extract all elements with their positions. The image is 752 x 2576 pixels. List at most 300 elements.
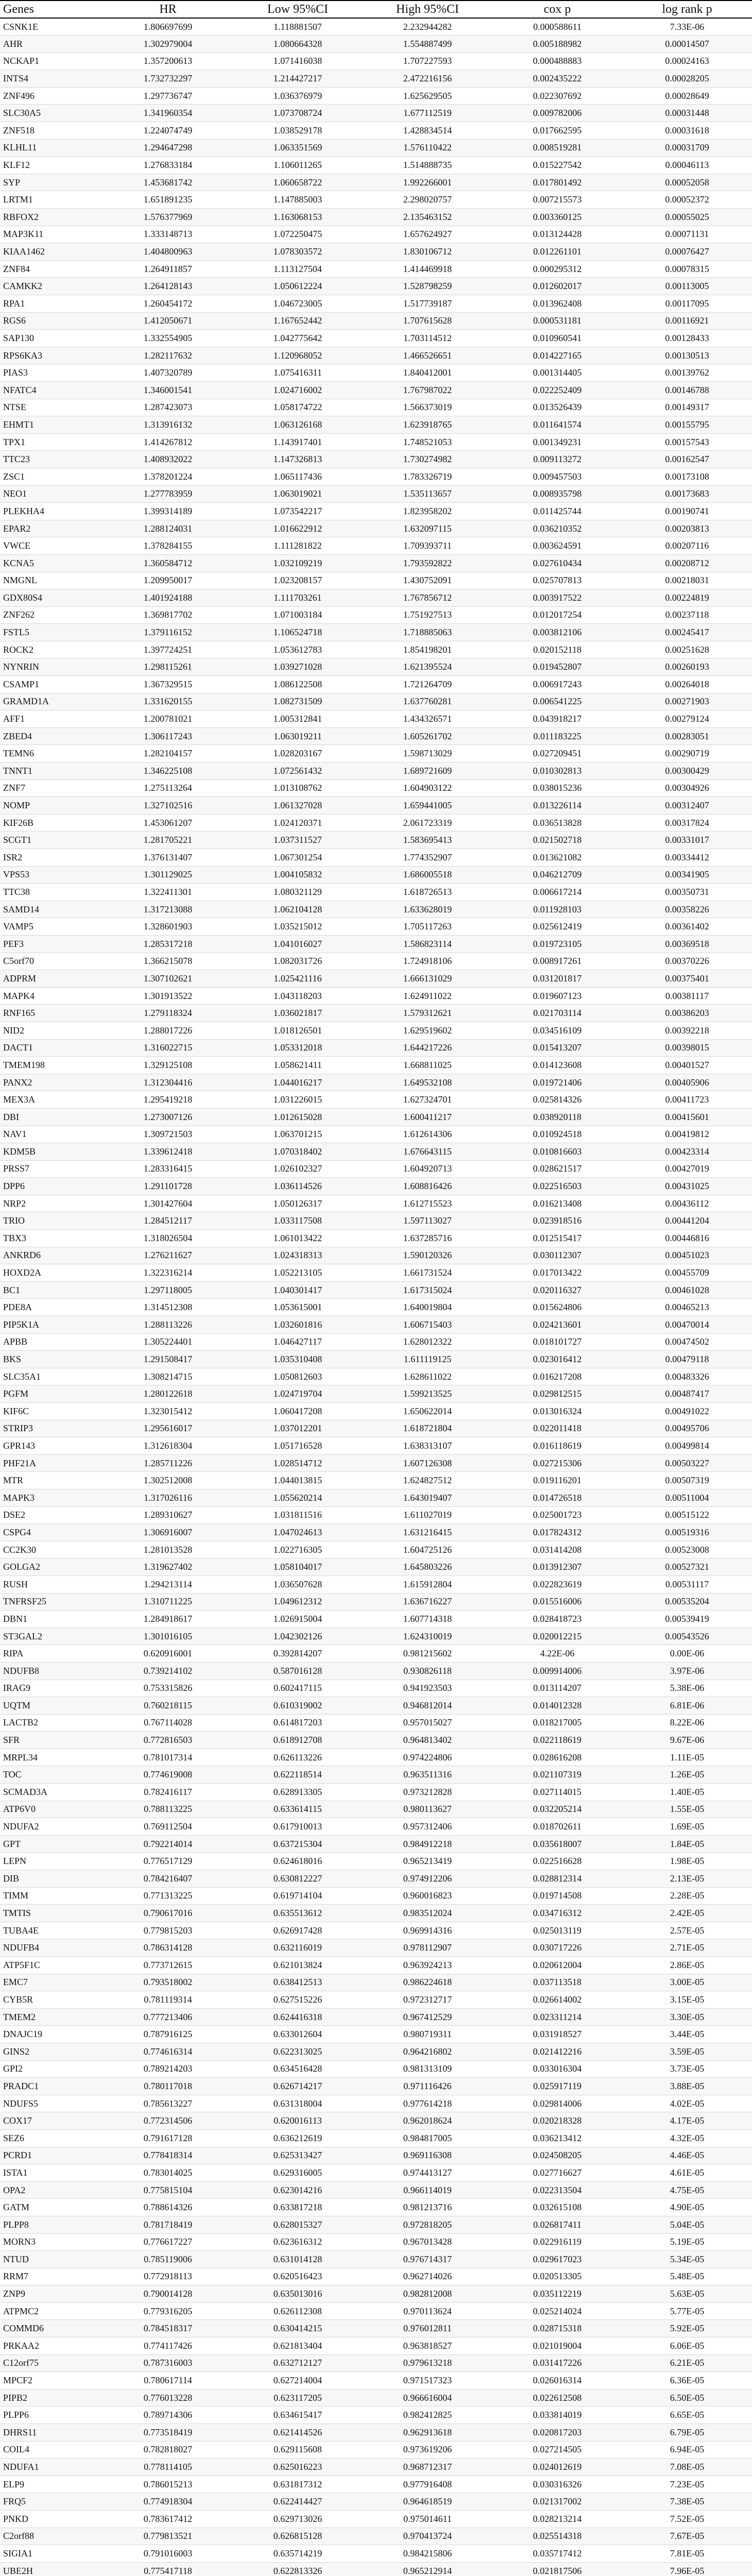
hr-cell: 1.341960354 <box>103 105 233 122</box>
log-rank-p-cell: 0.00031618 <box>622 122 752 140</box>
log-rank-p-cell: 0.00436112 <box>622 1195 752 1212</box>
low-ci-cell: 0.614817203 <box>233 1714 363 1732</box>
low-ci-cell: 1.023208157 <box>233 572 363 589</box>
high-ci-cell: 1.668811025 <box>363 1057 492 1074</box>
table-row <box>0 693 752 710</box>
low-ci-cell: 1.037012201 <box>233 1420 363 1437</box>
hr-cell: 1.288124031 <box>103 520 233 537</box>
gene-name-cell: TUBA4E <box>0 1922 103 1939</box>
cox-p-cell: 0.029617023 <box>492 2251 622 2268</box>
high-ci-cell: 1.709393711 <box>363 537 492 555</box>
table-body <box>0 18 752 2576</box>
table-row <box>0 226 752 243</box>
high-ci-cell: 0.971116426 <box>363 2078 492 2095</box>
table-row <box>0 1905 752 1922</box>
low-ci-cell: 1.037311527 <box>233 832 363 849</box>
gene-name-cell: ST3GAL2 <box>0 1628 103 1645</box>
cox-p-cell: 0.026817411 <box>492 2216 622 2233</box>
table-row <box>0 1178 752 1195</box>
low-ci-cell: 1.046723005 <box>233 295 363 313</box>
hr-cell: 1.312618304 <box>103 1437 233 1455</box>
gene-name-cell: NTUD <box>0 2251 103 2268</box>
gene-name-cell: PEF3 <box>0 935 103 953</box>
cox-p-cell: 0.022823619 <box>492 1575 622 1593</box>
high-ci-cell: 1.627324701 <box>363 1091 492 1109</box>
table-header <box>0 1 752 18</box>
gene-name-cell: RUSH <box>0 1575 103 1593</box>
gene-name-cell: EMC7 <box>0 1974 103 1991</box>
low-ci-cell: 1.036021817 <box>233 1005 363 1022</box>
low-ci-cell: 0.623014216 <box>233 2181 363 2199</box>
hr-cell: 1.306117243 <box>103 727 233 745</box>
high-ci-cell: 0.966616004 <box>363 2389 492 2406</box>
high-ci-cell: 0.984215806 <box>363 2545 492 2563</box>
gene-name-cell: SCGT1 <box>0 832 103 849</box>
hr-cell: 0.786015213 <box>103 2476 233 2493</box>
high-ci-cell: 0.972312717 <box>363 1991 492 2009</box>
high-ci-cell: 0.960016823 <box>363 1887 492 1905</box>
low-ci-cell: 0.633614115 <box>233 1801 363 1818</box>
cox-p-cell: 0.012602017 <box>492 278 622 295</box>
log-rank-p-cell: 0.00237118 <box>622 606 752 624</box>
cox-p-cell: 0.002435222 <box>492 70 622 88</box>
log-rank-p-cell: 4.46E-05 <box>622 2147 752 2164</box>
hr-cell: 0.776013228 <box>103 2389 233 2406</box>
hr-cell: 1.295616017 <box>103 1420 233 1437</box>
cox-p-cell: 0.038920118 <box>492 1108 622 1126</box>
gene-name-cell: NAV1 <box>0 1126 103 1143</box>
hr-cell: 0.760218115 <box>103 1697 233 1715</box>
gene-name-cell: KLHL11 <box>0 139 103 157</box>
cox-p-cell: 0.015227542 <box>492 157 622 174</box>
low-ci-cell: 0.629713026 <box>233 2511 363 2528</box>
table-row <box>0 2511 752 2528</box>
cox-p-cell: 0.019721406 <box>492 1074 622 1091</box>
log-rank-p-cell: 0.00046113 <box>622 157 752 174</box>
table-row <box>0 1835 752 1853</box>
log-rank-p-cell: 0.00479118 <box>622 1351 752 1368</box>
log-rank-p-cell: 0.00523008 <box>622 1541 752 1558</box>
log-rank-p-cell: 0.00139762 <box>622 364 752 382</box>
table-row <box>0 572 752 589</box>
log-rank-p-cell: 1.40E-05 <box>622 1784 752 1801</box>
log-rank-p-cell: 0.00405906 <box>622 1074 752 1091</box>
high-ci-cell: 0.973619206 <box>363 2441 492 2459</box>
hr-cell: 1.288113226 <box>103 1316 233 1334</box>
table-row <box>0 2389 752 2406</box>
log-rank-p-cell: 7.96E-05 <box>622 2562 752 2576</box>
gene-name-cell: NDUFS5 <box>0 2095 103 2112</box>
gene-name-cell: TMEM2 <box>0 2008 103 2026</box>
high-ci-cell: 1.612715523 <box>363 1195 492 1212</box>
gene-name-cell: DBI <box>0 1108 103 1126</box>
high-ci-cell: 1.466526651 <box>363 347 492 364</box>
log-rank-p-cell: 1.84E-05 <box>622 1835 752 1853</box>
high-ci-cell: 1.666131029 <box>363 970 492 988</box>
high-ci-cell: 0.964216802 <box>363 2043 492 2060</box>
log-rank-p-cell: 4.75E-05 <box>622 2181 752 2199</box>
high-ci-cell: 1.636716227 <box>363 1593 492 1611</box>
low-ci-cell: 0.622813326 <box>233 2562 363 2576</box>
table-row <box>0 953 752 970</box>
low-ci-cell: 1.061327028 <box>233 797 363 815</box>
hr-cell: 1.319627402 <box>103 1558 233 1576</box>
cox-p-cell: 0.036513828 <box>492 814 622 832</box>
low-ci-cell: 1.080321129 <box>233 884 363 901</box>
log-rank-p-cell: 5.48E-05 <box>622 2268 752 2285</box>
table-row <box>0 2043 752 2060</box>
hr-cell: 0.774918304 <box>103 2493 233 2511</box>
low-ci-cell: 1.111281822 <box>233 537 363 555</box>
table-row <box>0 1074 752 1091</box>
table-row <box>0 1057 752 1074</box>
hr-cell: 1.276211627 <box>103 1247 233 1264</box>
hr-cell: 0.789214203 <box>103 2060 233 2078</box>
gene-name-cell: SLC30A5 <box>0 105 103 122</box>
log-rank-p-cell: 2.71E-05 <box>622 1939 752 1957</box>
cox-p-cell: 0.035717412 <box>492 2545 622 2563</box>
high-ci-cell: 0.962913618 <box>363 2424 492 2442</box>
high-ci-cell: 1.618721804 <box>363 1420 492 1437</box>
high-ci-cell: 0.976714317 <box>363 2251 492 2268</box>
hr-cell: 1.294213114 <box>103 1575 233 1593</box>
gene-name-cell: KDM5B <box>0 1143 103 1161</box>
gene-name-cell: ISTA1 <box>0 2164 103 2182</box>
header-row <box>0 1 752 18</box>
hr-cell: 1.323015412 <box>103 1403 233 1420</box>
hr-cell: 1.309721503 <box>103 1126 233 1143</box>
high-ci-cell: 1.631216415 <box>363 1524 492 1541</box>
hr-cell: 1.408932022 <box>103 451 233 468</box>
high-ci-cell: 1.517739187 <box>363 295 492 313</box>
log-rank-p-cell: 7.33E-06 <box>622 18 752 36</box>
low-ci-cell: 1.120968052 <box>233 347 363 364</box>
table-row <box>0 174 752 191</box>
gene-name-cell: CC2K30 <box>0 1541 103 1558</box>
log-rank-p-cell: 0.00224819 <box>622 589 752 607</box>
high-ci-cell: 1.707227593 <box>363 53 492 70</box>
log-rank-p-cell: 0.00279124 <box>622 710 752 728</box>
table-row <box>0 2078 752 2095</box>
table-row <box>0 347 752 364</box>
low-ci-cell: 1.118881507 <box>233 18 363 36</box>
log-rank-p-cell: 0.00207116 <box>622 537 752 555</box>
gene-name-cell: NDUFA1 <box>0 2459 103 2476</box>
hr-cell: 1.306916007 <box>103 1524 233 1541</box>
high-ci-cell: 1.600411217 <box>363 1108 492 1126</box>
gene-name-cell: PRSS7 <box>0 1160 103 1178</box>
table-row <box>0 1126 752 1143</box>
cox-p-cell: 0.015413207 <box>492 1039 622 1057</box>
cox-p-cell: 0.038015236 <box>492 779 622 797</box>
high-ci-cell: 0.969914316 <box>363 1922 492 1939</box>
cox-p-cell: 0.032205214 <box>492 1801 622 1818</box>
low-ci-cell: 0.623117205 <box>233 2389 363 2406</box>
hr-cell: 1.297736747 <box>103 87 233 105</box>
gene-name-cell: HOXD2A <box>0 1264 103 1282</box>
gene-name-cell: NDUFB8 <box>0 1662 103 1680</box>
cox-p-cell: 0.020152118 <box>492 641 622 658</box>
gene-name-cell: ISR2 <box>0 849 103 867</box>
hr-cell: 1.200781021 <box>103 710 233 728</box>
gene-name-cell: FSTL5 <box>0 624 103 641</box>
high-ci-cell: 1.598713029 <box>363 745 492 762</box>
low-ci-cell: 1.086122508 <box>233 676 363 693</box>
low-ci-cell: 1.067301254 <box>233 849 363 867</box>
table-row <box>0 1766 752 1784</box>
hr-cell: 0.782416117 <box>103 1784 233 1801</box>
gene-name-cell: ANKRD6 <box>0 1247 103 1264</box>
log-rank-p-cell: 4.17E-05 <box>622 2112 752 2130</box>
high-ci-cell: 1.676643115 <box>363 1143 492 1161</box>
log-rank-p-cell: 7.52E-05 <box>622 2511 752 2528</box>
cox-p-cell: 0.003812106 <box>492 624 622 641</box>
hr-cell: 0.774619008 <box>103 1766 233 1784</box>
table-row <box>0 503 752 520</box>
high-ci-cell: 0.963818527 <box>363 2337 492 2355</box>
cox-p-cell: 0.003917522 <box>492 589 622 607</box>
gene-name-cell: GDX80S4 <box>0 589 103 607</box>
low-ci-cell: 0.620516423 <box>233 2268 363 2285</box>
table-row <box>0 901 752 918</box>
high-ci-cell: 1.624827512 <box>363 1472 492 1489</box>
log-rank-p-cell: 0.00431025 <box>622 1178 752 1195</box>
hr-cell: 0.753315826 <box>103 1680 233 1697</box>
log-rank-p-cell: 0.00146788 <box>622 381 752 399</box>
high-ci-cell: 0.974912206 <box>363 1870 492 1888</box>
hr-cell: 1.331620155 <box>103 693 233 710</box>
cox-p-cell: 0.007215573 <box>492 191 622 209</box>
table-row <box>0 1005 752 1022</box>
cox-p-cell: 0.029814006 <box>492 2095 622 2112</box>
table-row <box>0 399 752 416</box>
high-ci-cell: 1.607126308 <box>363 1454 492 1472</box>
low-ci-cell: 1.058174722 <box>233 399 363 416</box>
high-ci-cell: 0.982812008 <box>363 2285 492 2303</box>
gene-name-cell: KIF6C <box>0 1403 103 1420</box>
cox-p-cell: 0.025612419 <box>492 918 622 936</box>
table-row <box>0 1680 752 1697</box>
log-rank-p-cell: 0.00290719 <box>622 745 752 762</box>
gene-name-cell: C5orf70 <box>0 953 103 970</box>
gene-name-cell: PIPB2 <box>0 2389 103 2406</box>
cox-p-cell: 0.010924518 <box>492 1126 622 1143</box>
cox-p-cell: 0.000588611 <box>492 18 622 36</box>
gene-name-cell: ATP5F1C <box>0 1957 103 1974</box>
high-ci-cell: 0.983512024 <box>363 1905 492 1922</box>
cox-p-cell: 0.028616208 <box>492 1749 622 1766</box>
log-rank-p-cell: 8.22E-06 <box>622 1714 752 1732</box>
gene-name-cell: PLPP8 <box>0 2216 103 2233</box>
log-rank-p-cell: 0.00381117 <box>622 987 752 1005</box>
gene-name-cell: ATPMC2 <box>0 2302 103 2320</box>
cox-p-cell: 0.012261101 <box>492 243 622 261</box>
table-row <box>0 1472 752 1489</box>
gene-name-cell: RGS6 <box>0 312 103 330</box>
high-ci-cell: 2.472216156 <box>363 70 492 88</box>
low-ci-cell: 0.634615417 <box>233 2406 363 2424</box>
hr-cell: 0.781718419 <box>103 2216 233 2233</box>
low-ci-cell: 1.055620214 <box>233 1489 363 1506</box>
gene-name-cell: DIB <box>0 1870 103 1888</box>
log-rank-p-cell: 0.00117095 <box>622 295 752 313</box>
hr-cell: 1.302979004 <box>103 36 233 53</box>
hr-cell: 0.778114105 <box>103 2459 233 2476</box>
high-ci-cell: 0.964618519 <box>363 2493 492 2511</box>
high-ci-cell: 1.650622014 <box>363 1403 492 1420</box>
high-ci-cell: 1.624911022 <box>363 987 492 1005</box>
low-ci-cell: 0.635013016 <box>233 2285 363 2303</box>
high-ci-cell: 1.659441005 <box>363 797 492 815</box>
hr-cell: 0.785613227 <box>103 2095 233 2112</box>
table-row <box>0 278 752 295</box>
cox-p-cell: 0.034716312 <box>492 1905 622 1922</box>
hr-cell: 0.769112504 <box>103 1818 233 1836</box>
table-row <box>0 381 752 399</box>
high-ci-cell: 1.604903122 <box>363 779 492 797</box>
table-row <box>0 2372 752 2389</box>
hr-cell: 1.378284155 <box>103 537 233 555</box>
table-row <box>0 2199 752 2216</box>
gene-name-cell: GPI2 <box>0 2060 103 2078</box>
high-ci-cell: 0.966114019 <box>363 2181 492 2199</box>
high-ci-cell: 0.973212828 <box>363 1784 492 1801</box>
cox-p-cell: 0.005188982 <box>492 36 622 53</box>
high-ci-cell: 1.637285716 <box>363 1230 492 1247</box>
gene-name-cell: CSPG4 <box>0 1524 103 1541</box>
high-ci-cell: 1.624310019 <box>363 1628 492 1645</box>
table-row <box>0 1143 752 1161</box>
hr-cell: 0.773712615 <box>103 1957 233 1974</box>
high-ci-cell: 0.962714026 <box>363 2268 492 2285</box>
high-ci-cell: 0.986224618 <box>363 1974 492 1991</box>
log-rank-p-cell: 7.23E-05 <box>622 2476 752 2493</box>
gene-name-cell: KCNA5 <box>0 554 103 572</box>
gene-name-cell: ZSC1 <box>0 468 103 485</box>
gene-name-cell: PNKD <box>0 2511 103 2528</box>
table-row <box>0 1974 752 1991</box>
table-row <box>0 589 752 607</box>
gene-name-cell: TRIO <box>0 1212 103 1230</box>
table-row <box>0 1628 752 1645</box>
gene-name-cell: UQTM <box>0 1697 103 1715</box>
low-ci-cell: 1.147326813 <box>233 451 363 468</box>
high-ci-cell: 0.971517323 <box>363 2372 492 2389</box>
low-ci-cell: 0.622414427 <box>233 2493 363 2511</box>
gene-name-cell: COIL4 <box>0 2441 103 2459</box>
low-ci-cell: 0.626714217 <box>233 2078 363 2095</box>
low-ci-cell: 1.016622912 <box>233 520 363 537</box>
log-rank-p-cell: 0.00441204 <box>622 1212 752 1230</box>
cox-p-cell: 0.013114207 <box>492 1680 622 1697</box>
low-ci-cell: 1.042302126 <box>233 1628 363 1645</box>
hr-cell: 0.779815203 <box>103 1922 233 1939</box>
log-rank-p-cell: 0.00334412 <box>622 849 752 867</box>
hr-cell: 1.301016105 <box>103 1628 233 1645</box>
hr-cell: 1.367329515 <box>103 676 233 693</box>
hr-cell: 1.276833184 <box>103 157 233 174</box>
hr-cell: 1.284918617 <box>103 1611 233 1628</box>
log-rank-p-cell: 1.55E-05 <box>622 1801 752 1818</box>
cox-p-cell: 0.014726518 <box>492 1489 622 1506</box>
high-ci-cell: 1.430752091 <box>363 572 492 589</box>
log-rank-p-cell: 0.00511004 <box>622 1489 752 1506</box>
gene-name-cell: GRAMD1A <box>0 693 103 710</box>
gene-name-cell: GATM <box>0 2199 103 2216</box>
low-ci-cell: 1.063019021 <box>233 485 363 503</box>
log-rank-p-cell: 0.00495706 <box>622 1420 752 1437</box>
log-rank-p-cell: 3.59E-05 <box>622 2043 752 2060</box>
log-rank-p-cell: 0.00317824 <box>622 814 752 832</box>
table-row <box>0 1108 752 1126</box>
table-row <box>0 814 752 832</box>
low-ci-cell: 1.053312018 <box>233 1039 363 1057</box>
hr-cell: 1.453061207 <box>103 814 233 832</box>
cox-p-cell: 0.021817506 <box>492 2562 622 2576</box>
cox-p-cell: 0.025013119 <box>492 1922 622 1939</box>
gene-name-cell: OPA2 <box>0 2181 103 2199</box>
hr-cell: 1.260454172 <box>103 295 233 313</box>
low-ci-cell: 1.111703261 <box>233 589 363 607</box>
table-row <box>0 1939 752 1957</box>
table-row <box>0 1853 752 1870</box>
high-ci-cell: 0.967412529 <box>363 2008 492 2026</box>
cox-p-cell: 0.030316326 <box>492 2476 622 2493</box>
table-row <box>0 105 752 122</box>
high-ci-cell: 1.840412001 <box>363 364 492 382</box>
column-header-hr: HR <box>103 1 233 18</box>
cox-p-cell: 0.025001723 <box>492 1506 622 1524</box>
hr-cell: 1.397724251 <box>103 641 233 658</box>
high-ci-cell: 1.428834514 <box>363 122 492 140</box>
high-ci-cell: 2.298020757 <box>363 191 492 209</box>
log-rank-p-cell: 0.00E-06 <box>622 1645 752 1663</box>
low-ci-cell: 1.026915004 <box>233 1611 363 1628</box>
low-ci-cell: 1.063126168 <box>233 416 363 434</box>
low-ci-cell: 0.392814207 <box>233 1645 363 1663</box>
cox-p-cell: 0.008519281 <box>492 139 622 157</box>
hr-cell: 1.407320789 <box>103 364 233 382</box>
log-rank-p-cell: 0.00271903 <box>622 693 752 710</box>
hr-cell: 1.295419218 <box>103 1091 233 1109</box>
log-rank-p-cell: 0.00028649 <box>622 87 752 105</box>
table-row <box>0 2112 752 2130</box>
low-ci-cell: 0.628913305 <box>233 1784 363 1801</box>
table-row <box>0 1575 752 1593</box>
table-row <box>0 1887 752 1905</box>
hr-cell: 1.576377969 <box>103 209 233 226</box>
low-ci-cell: 1.004105832 <box>233 866 363 884</box>
cox-p-cell: 0.001314405 <box>492 364 622 382</box>
low-ci-cell: 1.053612783 <box>233 641 363 658</box>
high-ci-cell: 1.629519602 <box>363 1022 492 1039</box>
log-rank-p-cell: 0.00149317 <box>622 399 752 416</box>
gene-name-cell: LACTB2 <box>0 1714 103 1732</box>
cox-p-cell: 0.013526439 <box>492 399 622 416</box>
table-row <box>0 2147 752 2164</box>
hr-cell: 1.317026116 <box>103 1489 233 1506</box>
low-ci-cell: 0.624618016 <box>233 1853 363 1870</box>
hr-cell: 1.414267812 <box>103 433 233 451</box>
gene-name-cell: MAPK4 <box>0 987 103 1005</box>
hr-cell: 1.313916132 <box>103 416 233 434</box>
hr-cell: 0.775417118 <box>103 2562 233 2576</box>
hr-cell: 1.264911857 <box>103 260 233 278</box>
table-row <box>0 2008 752 2026</box>
gene-name-cell: ROCK2 <box>0 641 103 658</box>
cox-p-cell: 0.025707813 <box>492 572 622 589</box>
low-ci-cell: 1.033117508 <box>233 1212 363 1230</box>
